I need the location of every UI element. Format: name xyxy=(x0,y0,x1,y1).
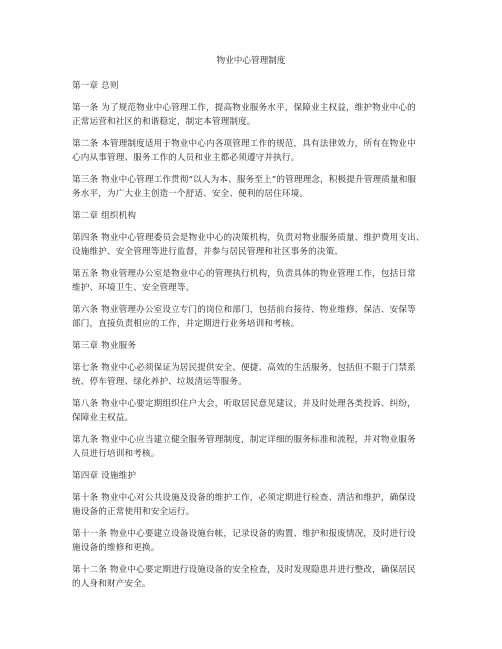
text-line: 维护、环境卫生、安全管理等。 xyxy=(72,283,195,293)
text-line: 第六条 物业管理办公室设立专门的岗位和部门，包括前台接待、物业维修、保洁、安保等 xyxy=(72,305,416,315)
text-line: 第九条 物业中心应当建立健全服务管理制度，制定详细的服务标准和流程，并对物业服务 xyxy=(72,435,416,445)
article-1 xyxy=(72,101,447,129)
article-2 xyxy=(72,137,447,165)
text-line: 统、停车管理、绿化养护、垃圾清运等服务。 xyxy=(72,377,247,387)
chapter-4-heading xyxy=(72,469,447,483)
article-6 xyxy=(72,303,447,331)
text-line: 正常运营和社区的和谐稳定，制定本管理制度。 xyxy=(72,117,256,127)
text-line: 设施维护、安全管理等进行监督，并参与居民管理和社区事务的决策。 xyxy=(72,247,344,257)
text-line: 第三条 物业中心管理工作贯彻“以人为本、服务至上”的管理理念，积极提升管理质量和服 xyxy=(72,175,417,185)
document-title: 物业中心管理制度 xyxy=(216,56,286,66)
text-line: 第十二条 物业中心要定期进行设施设备的安全检查，及时发现隐患并进行整改，确保居民 xyxy=(72,565,416,575)
text-line: 第四章 设施维护 xyxy=(72,471,137,481)
text-line: 务水平，为广大业主创造一个舒适、安全、便利的居住环境。 xyxy=(72,189,309,199)
article-12 xyxy=(72,563,447,591)
text-line: 第五条 物业管理办公室是物业中心的管理执行机构，负责具体的物业管理工作，包括日常 xyxy=(72,269,416,279)
text-line: 第二条 本管理制度适用于物业中心内各项管理工作的规范，具有法律效力，所有在物业中 xyxy=(72,139,416,149)
text-line: 心内从事管理、服务工作的人员和业主都必须遵守并执行。 xyxy=(72,153,300,163)
text-line: 人员进行培训和考核。 xyxy=(72,449,160,459)
chapter-1-heading xyxy=(72,79,447,93)
text-line: 第一条 为了规范物业中心管理工作，提高物业服务水平，保障业主权益，维护物业中心的 xyxy=(72,103,416,113)
chapter-2-heading xyxy=(72,209,447,223)
article-11 xyxy=(72,527,447,555)
text-line: 第二章 组织机构 xyxy=(72,211,137,221)
text-line: 第三章 物业服务 xyxy=(72,341,137,351)
text-line: 第十一条 物业中心要建立设备设施台帐，记录设备的购置、维护和报废情况，及时进行设 xyxy=(72,529,416,539)
text-line: 第七条 物业中心必须保证为居民提供安全、便捷、高效的生活服务，包括但不限于门禁系 xyxy=(72,363,416,373)
chapter-3-heading xyxy=(72,339,447,353)
article-9 xyxy=(72,433,447,461)
text-line: 部门，直接负责相应的工作，并定期进行业务培训和考核。 xyxy=(72,319,300,329)
article-5 xyxy=(72,267,447,295)
text-line: 施设备的正常使用和安全运行。 xyxy=(72,507,195,517)
text-line: 第十条 物业中心对公共设施及设备的维护工作，必须定期进行检查、清洁和维护，确保设 xyxy=(72,493,416,503)
text-line: 的人身和财产安全。 xyxy=(72,579,151,589)
text-line: 施设备的维修和更换。 xyxy=(72,543,160,553)
text-line: 保障业主权益。 xyxy=(72,413,134,423)
article-4 xyxy=(72,231,447,259)
text-line: 第八条 物业中心要定期组织住户大会，听取居民意见建议，并及时处理各类投诉、纠纷， xyxy=(72,399,416,409)
article-8 xyxy=(72,397,447,425)
article-3 xyxy=(72,173,447,201)
article-10 xyxy=(72,491,447,519)
text-line: 第一章 总则 xyxy=(72,81,119,91)
article-7 xyxy=(72,361,447,389)
text-line: 第四条 物业中心管理委员会是物业中心的决策机构，负责对物业服务质量、维护费用支出、 xyxy=(72,233,425,243)
